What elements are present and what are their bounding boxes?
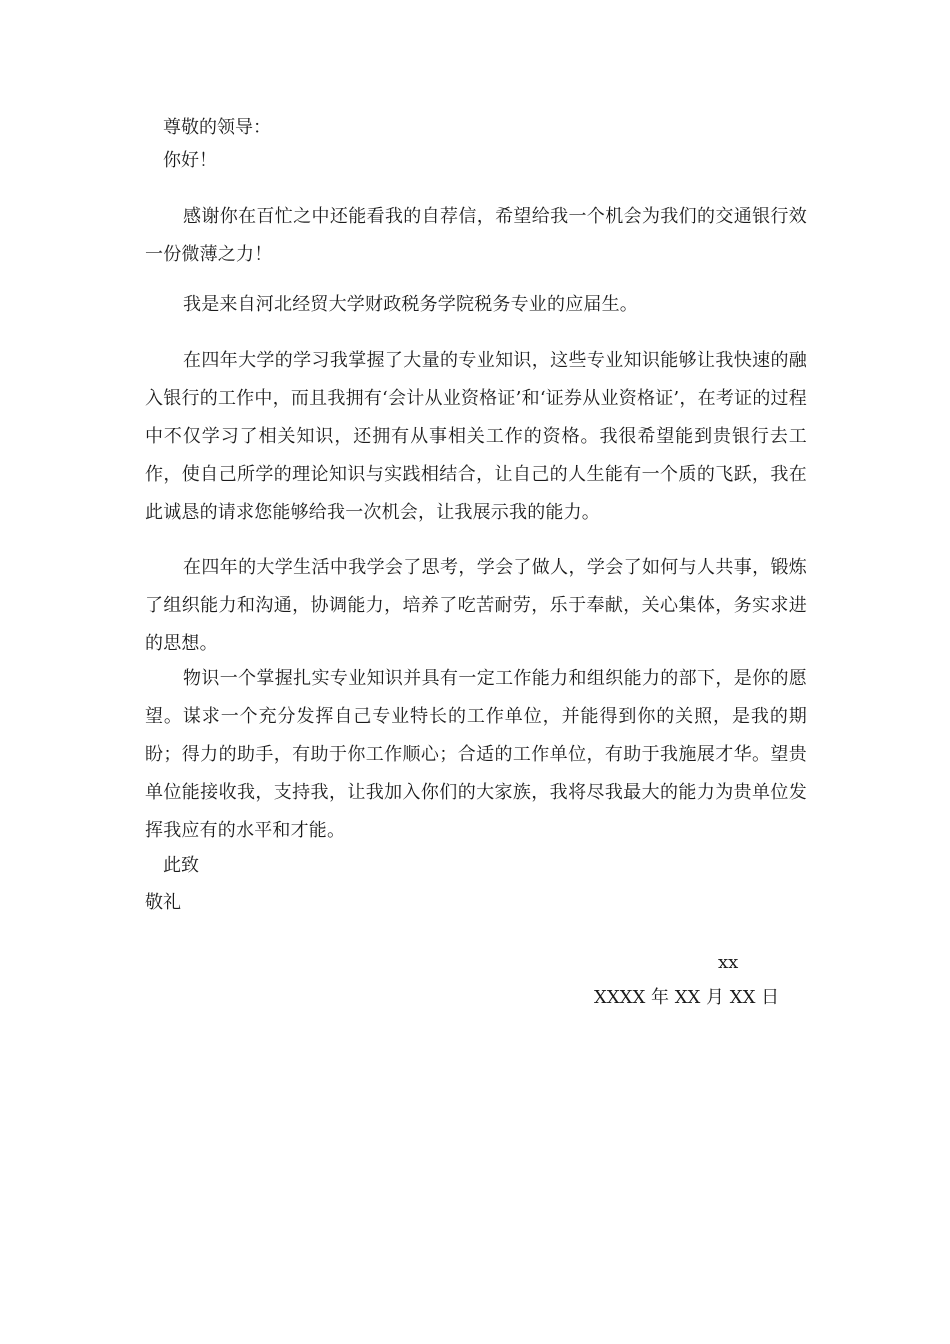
date: XXXX 年 XX 月 XX 日 [594, 987, 780, 1008]
paragraph-thanks: 感谢你在百忙之中还能看我的自荐信，希望给我一个机会为我们的交通银行效一份微薄之力！ [145, 206, 807, 265]
paragraph-hope: 物识一个掌握扎实专业知识并具有一定工作能力和组织能力的部下，是你的愿望。谋求一个充分发挥自己专业特长的工作单位，并能得到你的关照，是我的期盼；得力的助手，有助于你工作顺心；合适的工作单位，有助于我施展才华。望贵单位能接收我，支持我，让我加入你们的大家族，我将尽我最大的能力为贵单位发挥我应有的水平和才能。 [145, 668, 807, 841]
greeting: 你好！ [163, 150, 217, 171]
closing-jing-li: 敬礼 [145, 892, 181, 913]
paragraph-intro: 我是来自河北经贸大学财政税务学院税务专业的应届生。 [183, 294, 638, 315]
signature: xx [718, 952, 739, 973]
paragraph-college-life: 在四年的大学生活中我学会了思考，学会了做人，学会了如何与人共事，锻炼了组织能力和沟通，协调能力，培养了吃苦耐劳，乐于奉献，关心集体，务实求进的思想。 [145, 557, 807, 654]
paragraph-study: 在四年大学的学习我掌握了大量的专业知识，这些专业知识能够让我快速的融入银行的工作中，而且我拥有‘会计从业资格证’和‘证券从业资格证’，在考证的过程中不仅学习了相关知识，还拥有从事相关工作的资格。我很希望能到贵银行去工作，使自己所学的理论知识与实践相结合，让自己的人生能有一个质的飞跃，我在此诚恳的请求您能够给我一次机会，让我展示我的能力。 [145, 350, 807, 523]
salutation: 尊敬的领导： [163, 117, 271, 138]
closing-ci-zhi: 此致 [163, 855, 199, 876]
